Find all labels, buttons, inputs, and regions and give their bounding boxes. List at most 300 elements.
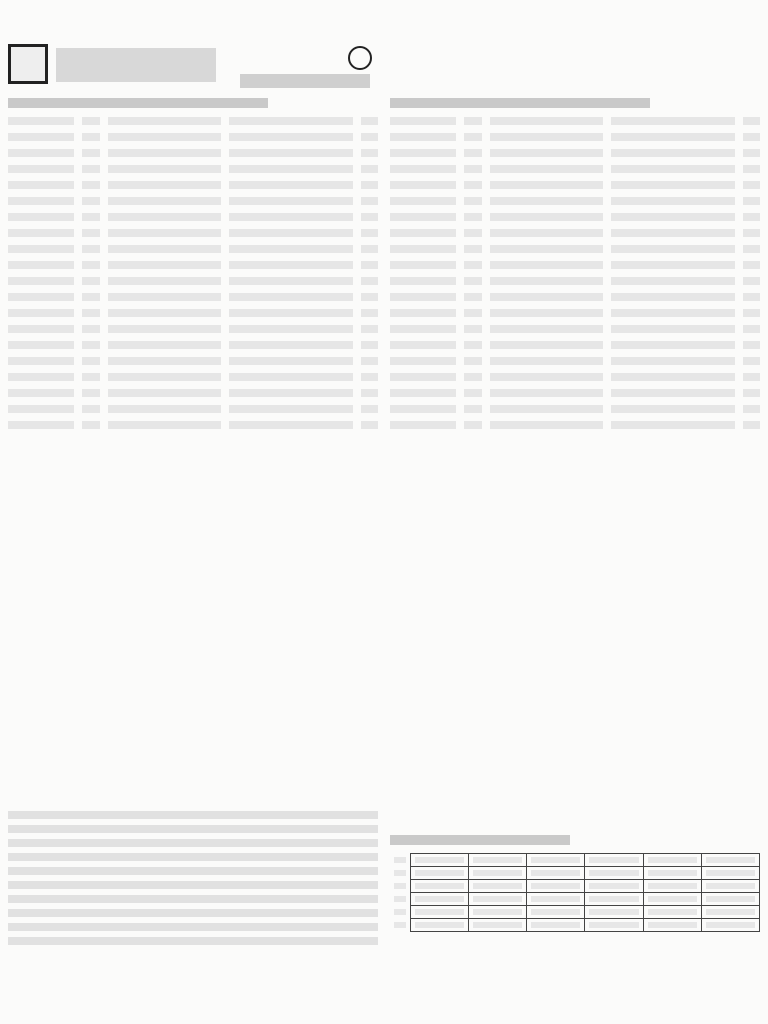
instruction-row — [8, 178, 378, 192]
instruction-row — [8, 386, 378, 400]
instruction-row — [390, 162, 760, 176]
format-cell — [464, 117, 481, 125]
description-cell — [229, 277, 352, 285]
format-field — [469, 906, 527, 919]
name-cell — [108, 421, 222, 429]
mnemonic-cell — [390, 421, 456, 429]
format-cell — [82, 133, 99, 141]
name-cell — [490, 213, 604, 221]
instruction-row — [390, 258, 760, 272]
format-field — [411, 854, 469, 867]
note-cell — [361, 341, 378, 349]
description-cell — [611, 149, 734, 157]
instruction-row — [8, 210, 378, 224]
format-cell — [82, 405, 99, 413]
format-field — [585, 919, 643, 932]
name-cell — [108, 245, 222, 253]
instruction-row — [390, 146, 760, 160]
description-cell — [611, 197, 734, 205]
left-column — [8, 92, 378, 434]
format-cell — [464, 357, 481, 365]
instruction-row — [8, 290, 378, 304]
format-row — [390, 893, 760, 906]
section-title — [390, 98, 650, 108]
name-cell — [108, 389, 222, 397]
note-cell — [743, 277, 760, 285]
note-cell — [361, 165, 378, 173]
name-cell — [108, 277, 222, 285]
format-cell — [82, 389, 99, 397]
note-line — [8, 853, 378, 861]
mnemonic-cell — [8, 325, 74, 333]
format-field — [469, 919, 527, 932]
description-cell — [229, 133, 352, 141]
instruction-row — [8, 226, 378, 240]
format-field — [469, 867, 527, 880]
format-cell — [464, 213, 481, 221]
note-cell — [743, 261, 760, 269]
mnemonic-cell — [390, 261, 456, 269]
name-cell — [490, 421, 604, 429]
mnemonic-cell — [390, 309, 456, 317]
note-line — [8, 909, 378, 917]
mnemonic-cell — [8, 373, 74, 381]
description-cell — [229, 117, 352, 125]
format-cell — [82, 341, 99, 349]
note-cell — [361, 325, 378, 333]
description-cell — [229, 389, 352, 397]
format-cell — [464, 261, 481, 269]
format-field — [585, 893, 643, 906]
description-cell — [611, 341, 734, 349]
format-cell — [82, 229, 99, 237]
name-cell — [108, 181, 222, 189]
format-cell — [82, 357, 99, 365]
format-cell — [82, 165, 99, 173]
notes-section — [8, 805, 378, 951]
description-cell — [611, 293, 734, 301]
name-cell — [108, 405, 222, 413]
note-cell — [361, 133, 378, 141]
note-line — [8, 825, 378, 833]
name-cell — [108, 341, 222, 349]
format-field — [701, 854, 759, 867]
mnemonic-cell — [390, 373, 456, 381]
description-cell — [611, 165, 734, 173]
name-cell — [490, 389, 604, 397]
name-cell — [108, 261, 222, 269]
instruction-row — [390, 290, 760, 304]
format-field — [585, 867, 643, 880]
note-cell — [743, 325, 760, 333]
description-cell — [229, 421, 352, 429]
format-field — [527, 906, 585, 919]
instruction-row — [8, 274, 378, 288]
format-cell — [82, 245, 99, 253]
instruction-row — [390, 210, 760, 224]
description-cell — [611, 421, 734, 429]
format-cell — [464, 229, 481, 237]
description-cell — [229, 293, 352, 301]
description-cell — [229, 213, 352, 221]
brand-logo-text — [56, 48, 216, 82]
name-cell — [490, 309, 604, 317]
format-row — [390, 854, 760, 867]
instruction-row — [390, 114, 760, 128]
name-cell — [490, 165, 604, 173]
mnemonic-cell — [8, 197, 74, 205]
mnemonic-cell — [390, 245, 456, 253]
instruction-table — [390, 114, 760, 432]
instruction-row — [390, 130, 760, 144]
note-cell — [361, 309, 378, 317]
description-cell — [611, 117, 734, 125]
mnemonic-cell — [8, 341, 74, 349]
name-cell — [108, 197, 222, 205]
description-cell — [229, 309, 352, 317]
format-row — [390, 880, 760, 893]
instruction-row — [8, 258, 378, 272]
description-cell — [229, 261, 352, 269]
format-field — [643, 919, 701, 932]
mnemonic-cell — [390, 133, 456, 141]
instruction-row — [8, 194, 378, 208]
document-title — [240, 74, 370, 88]
mnemonic-cell — [390, 213, 456, 221]
note-cell — [743, 213, 760, 221]
name-cell — [108, 229, 222, 237]
description-cell — [611, 389, 734, 397]
name-cell — [108, 149, 222, 157]
name-cell — [490, 261, 604, 269]
format-field — [701, 906, 759, 919]
format-row — [390, 919, 760, 932]
mnemonic-cell — [8, 421, 74, 429]
instruction-row — [8, 162, 378, 176]
mnemonic-cell — [390, 389, 456, 397]
note-line — [8, 923, 378, 931]
mnemonic-cell — [8, 213, 74, 221]
name-cell — [490, 325, 604, 333]
note-line — [8, 881, 378, 889]
format-field — [527, 880, 585, 893]
description-cell — [611, 133, 734, 141]
note-cell — [743, 293, 760, 301]
format-field — [643, 893, 701, 906]
note-cell — [361, 213, 378, 221]
mnemonic-cell — [390, 341, 456, 349]
mnemonic-cell — [8, 149, 74, 157]
name-cell — [490, 357, 604, 365]
name-cell — [490, 197, 604, 205]
instruction-row — [8, 306, 378, 320]
mnemonic-cell — [8, 293, 74, 301]
description-cell — [229, 149, 352, 157]
format-cell — [82, 149, 99, 157]
format-cell — [82, 421, 99, 429]
section-title — [8, 98, 268, 108]
note-cell — [743, 341, 760, 349]
format-label — [390, 867, 411, 880]
note-line — [8, 937, 378, 945]
format-cell — [82, 181, 99, 189]
mnemonic-cell — [390, 197, 456, 205]
note-cell — [743, 357, 760, 365]
format-cell — [464, 165, 481, 173]
description-cell — [611, 213, 734, 221]
instruction-formats — [390, 835, 760, 932]
instruction-row — [8, 338, 378, 352]
mnemonic-cell — [390, 117, 456, 125]
name-cell — [490, 405, 604, 413]
instruction-row — [8, 418, 378, 432]
note-cell — [361, 261, 378, 269]
name-cell — [108, 165, 222, 173]
instruction-row — [8, 114, 378, 128]
instruction-row — [8, 242, 378, 256]
name-cell — [490, 181, 604, 189]
note-line — [8, 895, 378, 903]
note-cell — [361, 197, 378, 205]
format-cell — [464, 277, 481, 285]
format-field — [643, 854, 701, 867]
note-cell — [361, 149, 378, 157]
description-cell — [229, 229, 352, 237]
instruction-row — [390, 370, 760, 384]
format-cell — [82, 197, 99, 205]
format-cell — [464, 309, 481, 317]
description-cell — [229, 325, 352, 333]
note-cell — [743, 133, 760, 141]
note-cell — [743, 165, 760, 173]
mnemonic-cell — [8, 229, 74, 237]
name-cell — [490, 245, 604, 253]
format-label — [390, 919, 411, 932]
instruction-row — [390, 322, 760, 336]
format-field — [643, 906, 701, 919]
name-cell — [108, 133, 222, 141]
mnemonic-cell — [8, 181, 74, 189]
format-field — [411, 919, 469, 932]
format-field — [585, 906, 643, 919]
instruction-row — [8, 370, 378, 384]
note-cell — [361, 181, 378, 189]
instruction-row — [390, 418, 760, 432]
note-cell — [361, 373, 378, 381]
format-field — [527, 854, 585, 867]
format-field — [701, 919, 759, 932]
name-cell — [490, 149, 604, 157]
mnemonic-cell — [8, 389, 74, 397]
format-row — [390, 867, 760, 880]
mnemonic-cell — [390, 293, 456, 301]
format-field — [701, 880, 759, 893]
format-label — [390, 854, 411, 867]
instruction-row — [390, 226, 760, 240]
note-cell — [743, 229, 760, 237]
note-cell — [743, 389, 760, 397]
name-cell — [490, 277, 604, 285]
reference-card-header — [8, 8, 378, 86]
instruction-row — [8, 130, 378, 144]
note-line — [8, 839, 378, 847]
format-row — [390, 906, 760, 919]
note-cell — [743, 245, 760, 253]
description-cell — [229, 165, 352, 173]
format-cell — [82, 261, 99, 269]
mnemonic-cell — [390, 149, 456, 157]
format-cell — [464, 133, 481, 141]
brand-logo-mark — [8, 44, 48, 84]
description-cell — [611, 181, 734, 189]
name-cell — [108, 373, 222, 381]
description-cell — [229, 245, 352, 253]
instruction-row — [390, 242, 760, 256]
format-field — [469, 880, 527, 893]
note-cell — [743, 117, 760, 125]
description-cell — [229, 357, 352, 365]
note-cell — [743, 149, 760, 157]
description-cell — [611, 309, 734, 317]
note-cell — [743, 373, 760, 381]
name-cell — [108, 309, 222, 317]
note-cell — [361, 245, 378, 253]
format-field — [469, 893, 527, 906]
format-cell — [464, 325, 481, 333]
format-field — [643, 867, 701, 880]
note-cell — [743, 405, 760, 413]
instruction-row — [390, 386, 760, 400]
mnemonic-cell — [8, 117, 74, 125]
note-cell — [361, 421, 378, 429]
note-cell — [361, 293, 378, 301]
description-cell — [229, 373, 352, 381]
format-field — [411, 867, 469, 880]
description-cell — [611, 325, 734, 333]
description-cell — [611, 245, 734, 253]
note-cell — [361, 357, 378, 365]
description-cell — [611, 405, 734, 413]
format-field — [701, 893, 759, 906]
format-cell — [464, 197, 481, 205]
mnemonic-cell — [8, 165, 74, 173]
note-cell — [743, 421, 760, 429]
instruction-row — [8, 354, 378, 368]
format-label — [390, 893, 411, 906]
format-cell — [464, 149, 481, 157]
format-cell — [464, 245, 481, 253]
format-field — [585, 880, 643, 893]
note-cell — [361, 277, 378, 285]
formats-title — [390, 835, 570, 845]
mnemonic-cell — [390, 181, 456, 189]
note-cell — [743, 197, 760, 205]
name-cell — [490, 133, 604, 141]
name-cell — [108, 325, 222, 333]
format-field — [469, 854, 527, 867]
name-cell — [108, 293, 222, 301]
note-cell — [361, 405, 378, 413]
name-cell — [108, 357, 222, 365]
name-cell — [490, 117, 604, 125]
format-field — [527, 893, 585, 906]
name-cell — [490, 229, 604, 237]
format-field — [411, 880, 469, 893]
format-cell — [464, 293, 481, 301]
mnemonic-cell — [390, 325, 456, 333]
mnemonic-cell — [8, 277, 74, 285]
note-line — [8, 811, 378, 819]
mnemonic-cell — [8, 309, 74, 317]
instruction-row — [390, 274, 760, 288]
note-cell — [743, 181, 760, 189]
mnemonic-cell — [390, 229, 456, 237]
instruction-row — [8, 402, 378, 416]
description-cell — [229, 197, 352, 205]
format-field — [585, 854, 643, 867]
description-cell — [611, 277, 734, 285]
instruction-row — [390, 306, 760, 320]
instruction-row — [8, 322, 378, 336]
format-field — [527, 919, 585, 932]
description-cell — [611, 373, 734, 381]
format-cell — [464, 373, 481, 381]
note-cell — [361, 229, 378, 237]
format-field — [701, 867, 759, 880]
format-cell — [82, 309, 99, 317]
format-cell — [82, 117, 99, 125]
mnemonic-cell — [8, 245, 74, 253]
format-cell — [464, 181, 481, 189]
format-cell — [82, 325, 99, 333]
right-column — [390, 92, 760, 434]
instruction-row — [390, 402, 760, 416]
mnemonic-cell — [390, 277, 456, 285]
format-label — [390, 880, 411, 893]
format-cell — [464, 341, 481, 349]
format-cell — [82, 373, 99, 381]
description-cell — [611, 229, 734, 237]
description-cell — [229, 405, 352, 413]
format-cell — [82, 213, 99, 221]
mnemonic-cell — [8, 133, 74, 141]
name-cell — [490, 373, 604, 381]
name-cell — [108, 213, 222, 221]
instruction-row — [390, 354, 760, 368]
instruction-row — [8, 146, 378, 160]
mnemonic-cell — [8, 261, 74, 269]
format-cell — [464, 421, 481, 429]
name-cell — [490, 341, 604, 349]
format-field — [643, 880, 701, 893]
format-field — [411, 893, 469, 906]
description-cell — [229, 341, 352, 349]
description-cell — [229, 181, 352, 189]
instruction-row — [390, 178, 760, 192]
note-line — [8, 867, 378, 875]
format-cell — [82, 293, 99, 301]
note-cell — [361, 117, 378, 125]
mnemonic-cell — [390, 405, 456, 413]
note-cell — [361, 389, 378, 397]
mnemonic-cell — [8, 405, 74, 413]
instruction-row — [390, 194, 760, 208]
instruction-table — [8, 114, 378, 432]
format-field — [411, 906, 469, 919]
mnemonic-cell — [390, 165, 456, 173]
description-cell — [611, 357, 734, 365]
name-cell — [490, 293, 604, 301]
